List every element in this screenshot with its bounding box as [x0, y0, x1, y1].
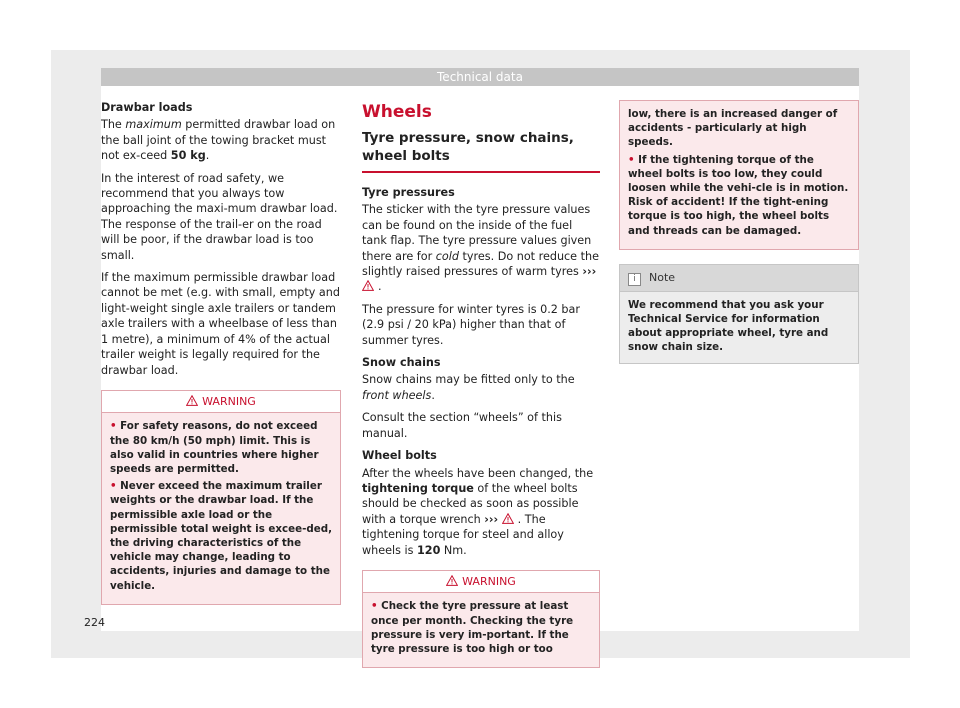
text: tyres. Do not reduce the slightly raised pressures of warm tyres	[362, 249, 599, 279]
warning-continued-text: low, there is an increased danger of accidents - particularly at high speeds.	[628, 108, 838, 149]
warning-label: WARNING	[202, 394, 256, 408]
paragraph-tyre-1	[362, 202, 600, 294]
page-number: 224	[84, 616, 105, 629]
paragraph-snow-1	[362, 372, 600, 403]
text: .	[431, 388, 435, 402]
reference-arrows: ›››	[484, 512, 499, 526]
warning-body	[620, 101, 858, 249]
section-subtitle: Tyre pressure, snow chains, wheel bolts	[362, 129, 600, 173]
text: of the wheel bolts should be checked as soon as possible with a torque wrench	[362, 481, 579, 526]
text: .	[205, 149, 210, 163]
reference-arrows: ›››	[582, 265, 597, 279]
text: . The tightening torque for steel and alloy wheels is	[362, 512, 564, 557]
warning-body	[102, 413, 340, 603]
emphasis: cold	[435, 249, 459, 263]
info-icon: i	[628, 273, 641, 286]
warning-box-tyres	[362, 570, 600, 668]
warning-item	[110, 479, 332, 593]
heading-tyre-pressures: Tyre pressures	[362, 186, 455, 199]
warning-item	[110, 419, 332, 476]
warning-item	[628, 153, 850, 238]
text: .	[378, 280, 382, 294]
bold-term: tightening torque	[362, 481, 474, 495]
note-header	[620, 265, 858, 292]
emphasis: front wheels	[362, 388, 432, 402]
warning-body	[363, 593, 599, 667]
column-wheels	[362, 100, 600, 668]
text: Nm.	[440, 543, 467, 557]
warning-icon	[362, 280, 374, 291]
warning-box-drawbar	[101, 390, 341, 605]
text: The sticker with the tyre pressure values can be found on the inside of the fuel tank flap. The tyre pressure values given there are for	[362, 203, 592, 263]
note-label: Note	[649, 270, 676, 284]
paragraph-drawbar-1	[101, 117, 341, 163]
paragraph-wheel-bolts	[362, 466, 600, 558]
warning-text: If the tightening torque of the wheel bolts is too low, they could loosen while the vehi-cle is in motion. Risk of accident! If the tight-ening torque is too high, the wheel bolts and threads can be damaged.	[628, 153, 849, 237]
warning-text: For safety reasons, do not exceed the 80 km/h (50 mph) limit. This is also valid in countries where higher speeds are permitted.	[110, 420, 319, 475]
emphasis: maximum	[125, 118, 182, 132]
warning-header	[363, 571, 599, 593]
bullet-icon: •	[628, 153, 639, 166]
bold-value: 50 kg	[170, 149, 206, 163]
note-box	[619, 264, 859, 364]
bullet-icon: •	[110, 480, 121, 493]
bold-value: 120	[417, 543, 441, 557]
bullet-icon: •	[110, 420, 121, 433]
heading-snow-chains: Snow chains	[362, 356, 441, 370]
column-continued	[619, 100, 859, 364]
warning-text: Never exceed the maximum trailer weights or the drawbar load. If the permissible axle load or the permissible total weight is excee-ded, the driving characteristics of the vehicle may change, leading to accidents, injuries and damage to the vehicle.	[110, 480, 333, 592]
paragraph-tyre-2: The pressure for winter tyres is 0.2 bar (2.9 psi / 20 kPa) higher than that of summer tyres.	[362, 302, 580, 347]
paragraph-drawbar-2: In the interest of road safety, we recommend that you always tow approaching the maxi-mum drawbar load. The response of the trail-er on the road will be poor, if the drawbar load is too small.	[101, 171, 338, 262]
warning-icon	[186, 395, 198, 406]
section-heading-drawbar: Drawbar loads	[101, 101, 193, 114]
warning-icon	[446, 575, 458, 586]
warning-icon	[502, 513, 514, 524]
text: The	[101, 118, 126, 132]
paragraph-snow-2: Consult the section “wheels” of this manual.	[362, 411, 562, 440]
text: Snow chains may be fitted only to the	[362, 373, 575, 387]
section-title-wheels: Wheels	[362, 102, 432, 122]
warning-item	[371, 599, 591, 656]
warning-box-continued	[619, 100, 859, 250]
text: permitted drawbar load on the ball joint of the towing bracket must not ex-ceed	[101, 118, 336, 163]
page-header: Technical data	[101, 68, 859, 86]
text: After the wheels have been changed, the	[362, 466, 594, 480]
column-drawbar	[101, 100, 341, 605]
warning-text: Check the tyre pressure at least once per month. Checking the tyre pressure is very im-portant. If the tyre pressure is too high or too	[371, 600, 574, 655]
warning-label: WARNING	[462, 574, 516, 588]
bullet-icon: •	[371, 600, 382, 613]
heading-wheel-bolts: Wheel bolts	[362, 449, 437, 463]
paragraph-drawbar-3: If the maximum permissible drawbar load cannot be met (e.g. with small, empty and light-weight single axle trailers or tandem axle trailers with a wheelbase of less than 1 metre), a minimum of 4% of the actual trailer weight is legally required for the drawbar load.	[101, 271, 340, 377]
note-body: We recommend that you ask your Technical Service for information about appropriate wheel, tyre and snow chain size.	[628, 298, 829, 354]
warning-header	[102, 391, 340, 413]
